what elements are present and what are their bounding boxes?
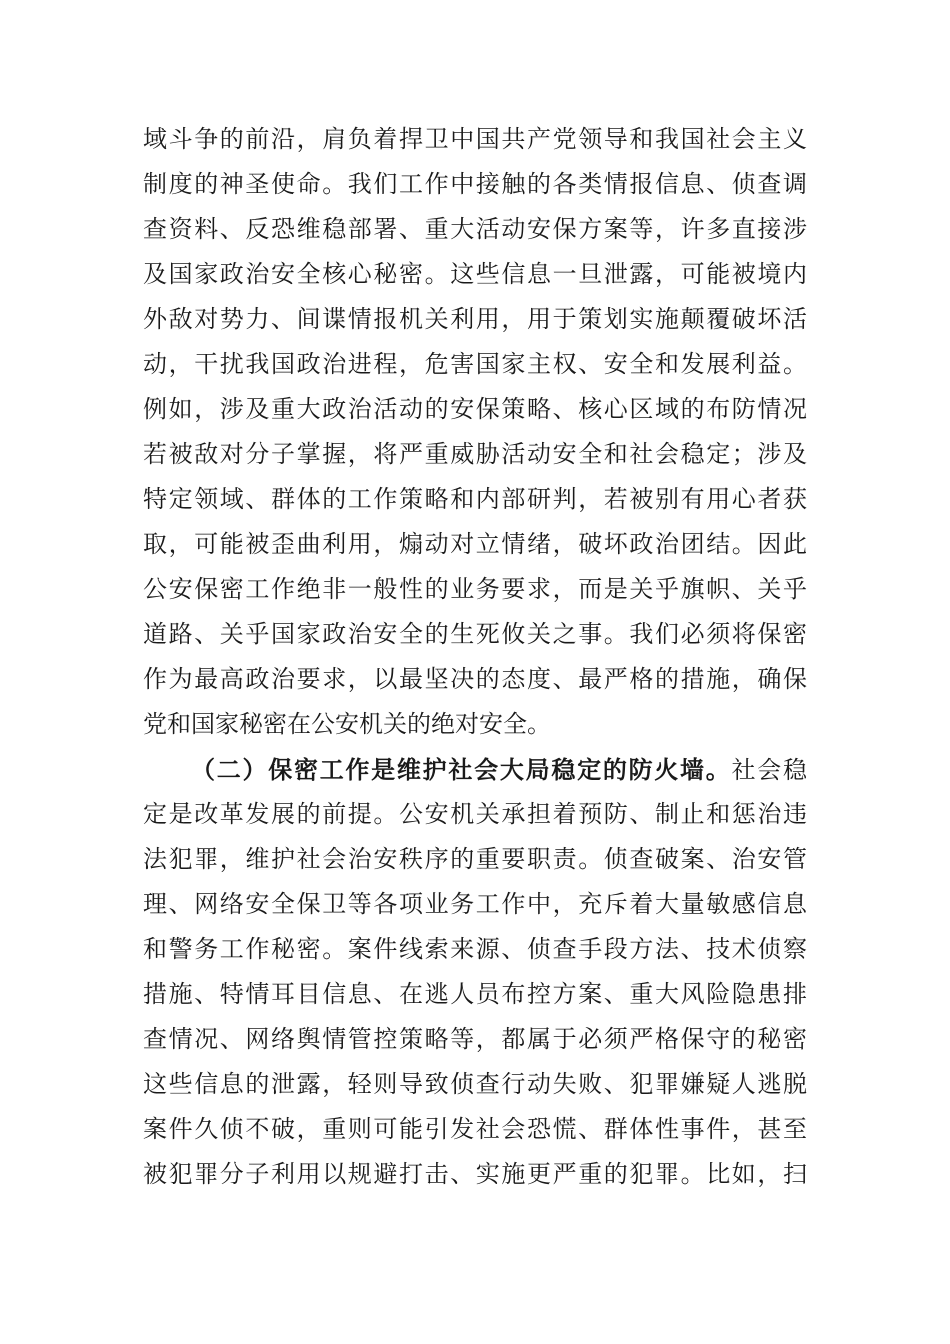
paragraph-social-stability	[143, 747, 807, 1197]
text-line: 理、网络安全保卫等各项业务工作中，充斥着大量敏感信息	[143, 890, 807, 918]
text-line: 案件久侦不破，重则可能引发社会恐慌、群体性事件，甚至	[143, 1115, 807, 1143]
text-line: 外敌对势力、间谍情报机关利用，用于策划实施颠覆破坏活	[143, 305, 807, 333]
text-line: 党和国家秘密在公安机关的绝对安全。	[143, 710, 551, 738]
section-heading-line	[143, 747, 807, 792]
text-line: 特定领域、群体的工作策略和内部研判，若被别有用心者获	[143, 485, 807, 513]
text-line: 道路、关乎国家政治安全的生死攸关之事。我们必须将保密	[143, 620, 807, 648]
text-line: 例如，涉及重大政治活动的安保策略、核心区域的布防情况	[143, 395, 807, 423]
text-line: 制度的神圣使命。我们工作中接触的各类情报信息、侦查调	[143, 170, 807, 198]
text-line: 法犯罪，维护社会治安秩序的重要职责。侦查破案、治安管	[143, 845, 807, 873]
text-fragment: 社会稳	[731, 756, 807, 784]
text-line: 定是改革发展的前提。公安机关承担着预防、制止和惩治违	[143, 800, 807, 828]
text-line: 和警务工作秘密。案件线索来源、侦查手段方法、技术侦察	[143, 935, 807, 963]
text-line: 查情况、网络舆情管控策略等，都属于必须严格保守的秘密	[143, 1025, 807, 1053]
text-line: 查资料、反恐维稳部署、重大活动安保方案等，许多直接涉	[143, 215, 807, 243]
paragraph-political-security	[143, 117, 807, 747]
text-line: 这些信息的泄露，轻则导致侦查行动失败、犯罪嫌疑人逃脱	[143, 1070, 807, 1098]
text-line: 作为最高政治要求，以最坚决的态度、最严格的措施，确保	[143, 665, 807, 693]
text-line: 被犯罪分子利用以规避打击、实施更严重的犯罪。比如，扫	[143, 1160, 807, 1188]
text-line: 及国家政治安全核心秘密。这些信息一旦泄露，可能被境内	[143, 260, 807, 288]
text-line: 措施、特情耳目信息、在逃人员布控方案、重大风险隐患排	[143, 980, 807, 1008]
text-line: 动，干扰我国政治进程，危害国家主权、安全和发展利益。	[143, 350, 807, 378]
text-line: 公安保密工作绝非一般性的业务要求，而是关乎旗帜、关乎	[143, 575, 807, 603]
text-line: 若被敌对分子掌握，将严重威胁活动安全和社会稳定；涉及	[143, 440, 807, 468]
text-line: 域斗争的前沿，肩负着捍卫中国共产党领导和我国社会主义	[143, 125, 807, 153]
section-heading: （二）保密工作是维护社会大局稳定的防火墙。	[191, 755, 732, 784]
body-text	[143, 117, 807, 1197]
text-line: 取，可能被歪曲利用，煽动对立情绪，破坏政治团结。因此	[143, 530, 807, 558]
